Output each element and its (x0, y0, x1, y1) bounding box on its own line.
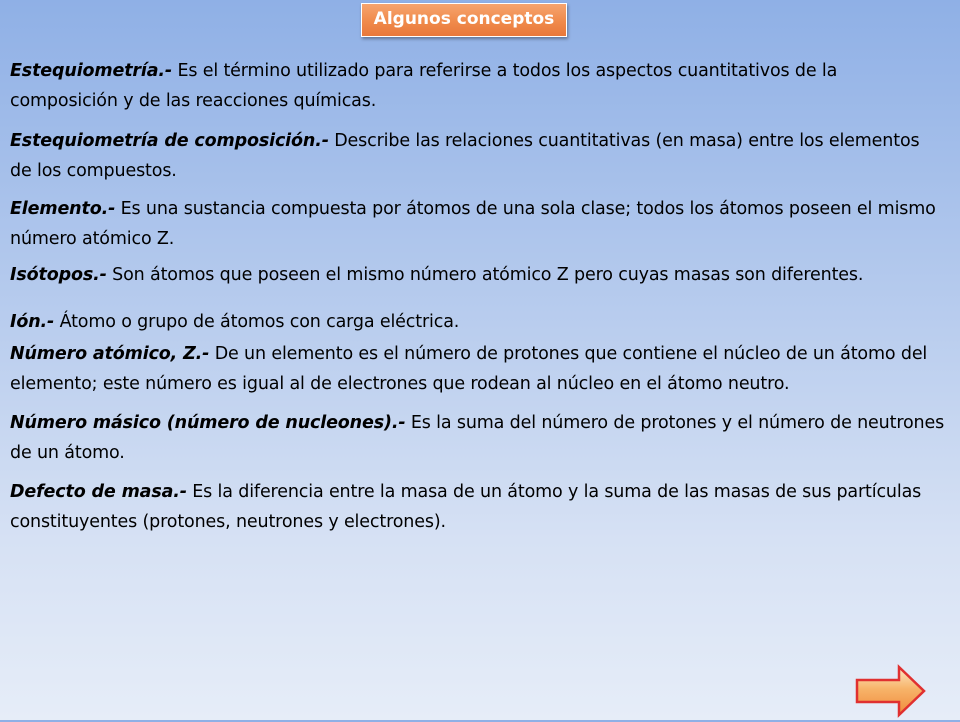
definition-estequiometria-composicion (10, 127, 945, 186)
definition-term: Estequiometría de composición.- (10, 131, 329, 151)
definition-term: Defecto de masa.- (10, 482, 187, 502)
next-slide-button[interactable] (855, 664, 927, 718)
definition-term: Estequiometría.- (10, 61, 173, 81)
definition-defecto-de-masa (10, 478, 945, 537)
definition-text: Describe las relaciones cuantitativas (en masa) entre los elementos de los compuestos. (10, 131, 920, 181)
definition-text: Es una sustancia compuesta por átomos de una sola clase; todos los átomos poseen el mismo número atómico Z. (10, 199, 936, 249)
definition-term: Ión.- (10, 311, 55, 332)
definition-term: Número atómico, Z.- (10, 344, 210, 364)
definition-text: Es el término utilizado para referirse a todos los aspectos cuantitativos de la composición y de las reacciones químicas. (10, 61, 838, 111)
definition-term: Elemento.- (10, 199, 116, 219)
slide-title: Algunos conceptos (361, 3, 567, 37)
definition-text: Átomo o grupo de átomos con carga eléctrica. (54, 311, 460, 332)
definition-text: Es la suma del número de protones y el número de neutrones de un átomo. (10, 413, 945, 463)
definition-estequiometria (10, 57, 945, 116)
definition-isotopos (10, 261, 945, 291)
definition-numero-masico (10, 409, 945, 468)
definition-term: Número másico (número de nucleones).- (10, 413, 406, 433)
definition-numero-atomico (10, 340, 945, 399)
definition-ion (10, 308, 945, 338)
definition-term: Isótopos.- (10, 265, 107, 285)
definition-elemento (10, 195, 945, 254)
definitions-list (10, 57, 945, 537)
definition-text: Son átomos que poseen el mismo número atómico Z pero cuyas masas son diferentes. (106, 265, 864, 285)
definition-text: De un elemento es el número de protones que contiene el núcleo de un átomo del elemento; este número es igual al de electrones que rodean al núcleo en el átomo neutro. (10, 344, 928, 394)
definition-text: Es la diferencia entre la masa de un átomo y la suma de las masas de sus partículas constituyentes (protones, neutrones y electrones). (10, 482, 922, 532)
right-arrow-icon (855, 664, 927, 718)
